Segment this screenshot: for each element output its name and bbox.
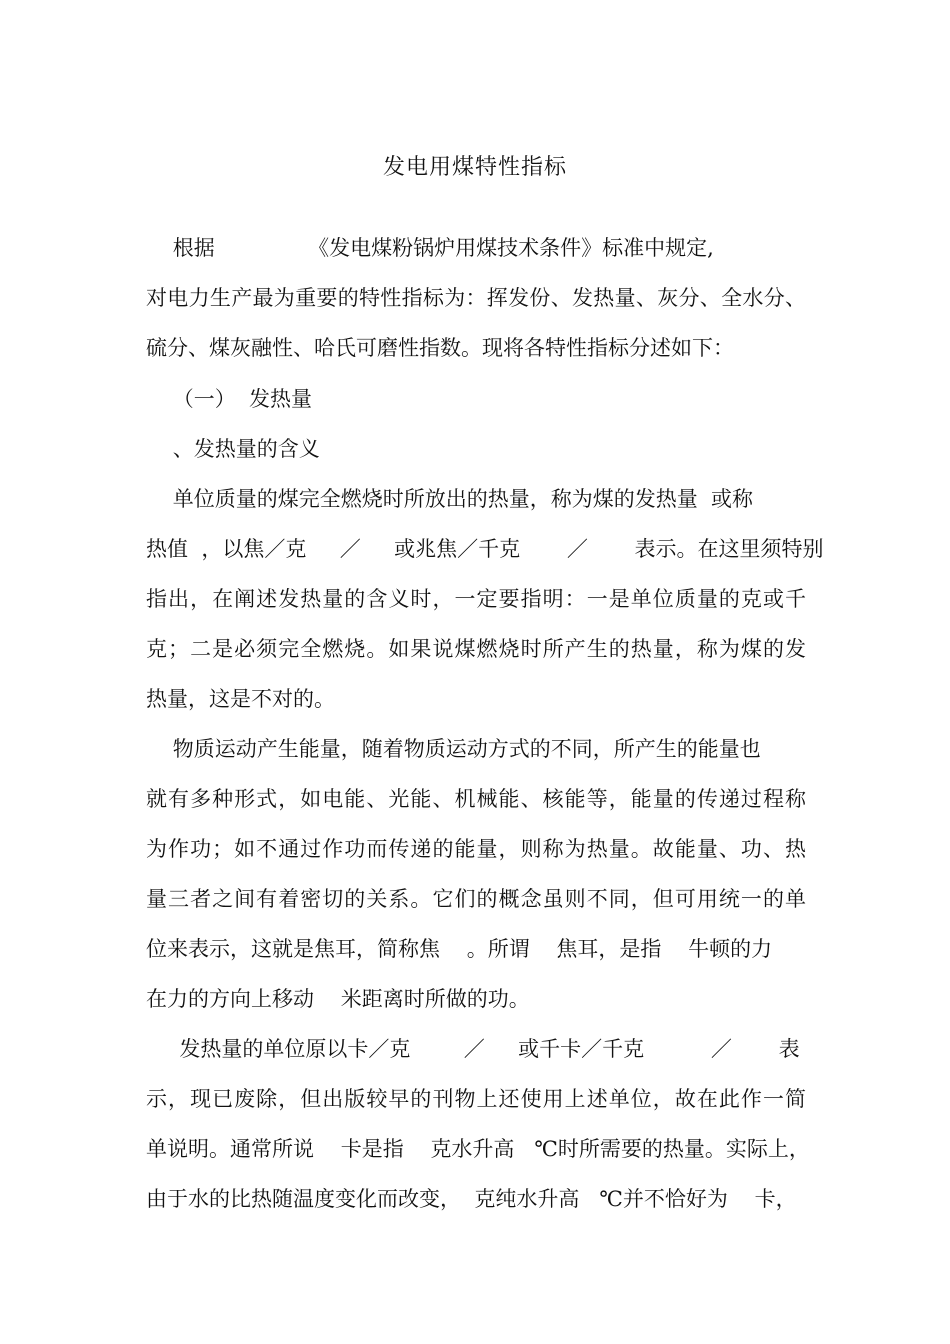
- text-line: 克；二是必须完全燃烧。如果说煤燃烧时所产生的热量，称为煤的发: [146, 637, 806, 661]
- text-line: 就有多种形式，如电能、光能、机械能、核能等，能量的传递过程称: [146, 787, 806, 811]
- text-line: 位来表示，这就是焦耳，简称焦 。所谓 焦耳，是指 牛顿的力: [146, 937, 773, 961]
- text-line: 硫分、煤灰融性、哈氏可磨性指数。现将各特性指标分述如下：: [146, 336, 734, 360]
- subsection-heading: 、发热量的含义: [146, 437, 320, 461]
- text-line: 根据 《发电煤粉锅炉用煤技术条件》标准中规定,: [146, 236, 714, 260]
- text-line: 热值 ，以焦／克 ／ 或兆焦／千克 ／ 表示。在这里须特别: [146, 537, 824, 561]
- text-line: 在力的方向上移动 米距离时所做的功。: [146, 987, 530, 1011]
- text-line: 量三者之间有着密切的关系。它们的概念虽则不同，但可用统一的单: [146, 887, 806, 911]
- text-line: 热量，这是不对的。: [146, 687, 335, 711]
- text-line: 物质运动产生能量，随着物质运动方式的不同，所产生的能量也: [146, 737, 761, 761]
- text-line: 示，现已废除，但出版较早的刊物上还使用上述单位，故在此作一简: [146, 1087, 806, 1111]
- text-line: 由于水的比热随温度变化而改变， 克纯水升高 ℃并不恰好为 卡，: [146, 1187, 797, 1211]
- section-heading: （一） 发热量: [146, 387, 313, 411]
- text-line: 单位质量的煤完全燃烧时所放出的热量，称为煤的发热量 或称: [146, 487, 754, 511]
- document-title: 发电用煤特性指标: [382, 155, 567, 180]
- text-line: 对电力生产最为重要的特性指标为：挥发份、发热量、灰分、全水分、: [146, 286, 806, 310]
- text-line: 单说明。通常所说 卡是指 克水升高 ℃时所需要的热量。实际上，: [146, 1137, 810, 1161]
- text-line: 指出，在阐述发热量的含义时，一定要指明：一是单位质量的克或千: [146, 587, 806, 611]
- text-line: 为作功；如不通过作功而传递的能量，则称为热量。故能量、功、热: [146, 837, 806, 861]
- text-line: 发热量的单位原以卡／克 ／ 或千卡／千克 ／ 表: [146, 1037, 800, 1061]
